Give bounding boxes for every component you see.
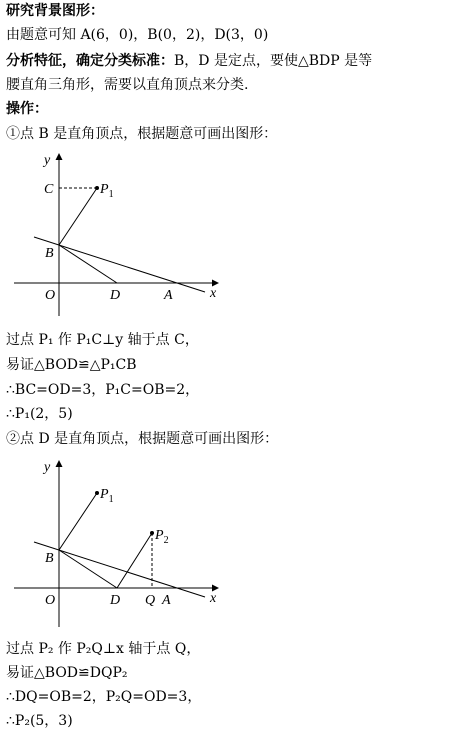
fig1-label-B: B <box>45 246 54 261</box>
fig2-segment-BP1 <box>59 493 97 550</box>
fig1-label-P-sub: 1 <box>108 189 114 200</box>
fig1-label-y: y <box>44 153 51 168</box>
fig1-label-D: D <box>110 288 121 303</box>
fig2-label-A: A <box>162 593 171 608</box>
fig2-segment-BD <box>59 550 117 588</box>
analysis-label: 分析特征，确定分类标准： <box>6 53 174 69</box>
case1-line-1: 过点 P₁ 作 P₁C⊥y 轴于点 C， <box>6 332 199 348</box>
case2-line-4: ∴P₂(5，3) <box>6 713 73 729</box>
figure-2 <box>0 455 240 635</box>
fig2-label-P1-sub: 1 <box>108 494 114 505</box>
case2-heading: ②点 D 是直角顶点，根据题意可画出图形： <box>6 431 279 447</box>
fig1-label-P-main: P <box>100 182 109 197</box>
fig1-segment-BP1 <box>59 188 97 245</box>
fig2-label-B: B <box>45 551 54 566</box>
case1-line-2: 易证△BOD≌△P₁CB <box>6 357 137 373</box>
fig2-y-arrow <box>56 460 63 467</box>
fig2-label-P2-main: P <box>155 528 164 543</box>
case1-line-4: ∴P₁(2，5) <box>6 406 73 422</box>
fig1-segment-BD <box>59 245 117 283</box>
fig2-label-P1-main: P <box>100 487 109 502</box>
figure-1 <box>0 148 240 323</box>
fig1-label-A: A <box>164 288 173 303</box>
case2-line-3: ∴DQ=OB=2，P₂Q=OD=3， <box>6 689 202 705</box>
fig2-label-D: D <box>110 593 121 608</box>
case2-line-1: 过点 P₂ 作 P₂Q⊥x 轴于点 Q， <box>6 641 201 657</box>
case1-heading: ①点 B 是直角顶点，根据题意可画出图形： <box>6 126 278 142</box>
fig1-label-O: O <box>45 288 56 303</box>
fig1-label-C: C <box>44 182 54 197</box>
fig2-label-P2 <box>154 528 169 546</box>
analysis-text-2: 腰直角三角形，需要以直角顶点来分类. <box>6 77 249 93</box>
fig2-label-x: x <box>210 591 217 606</box>
section-title: 研究背景图形： <box>6 3 104 19</box>
fig2-label-P2-sub: 2 <box>163 535 169 546</box>
fig2-label-Q: Q <box>145 593 156 608</box>
operation-label: 操作： <box>6 101 48 117</box>
given-points-text: 由题意可知 A(6，0)，B(0，2)，D(3，0) <box>6 27 269 43</box>
analysis-line <box>6 52 372 70</box>
analysis-text: B，D 是定点，要使△BDP 是等 <box>174 53 373 69</box>
fig2-point-P1 <box>95 491 99 495</box>
case2-line-2: 易证△BOD≌DQP₂ <box>6 665 128 681</box>
fig2-label-P1 <box>99 487 114 505</box>
fig1-label-P <box>99 182 114 200</box>
fig2-segment-DP2 <box>117 533 152 588</box>
fig1-y-arrow <box>56 153 63 160</box>
fig2-label-O: O <box>45 593 56 608</box>
fig1-label-x: x <box>210 286 217 301</box>
fig2-label-y: y <box>44 460 51 475</box>
case1-line-3: ∴BC=OD=3，P₁C=OB=2， <box>6 382 200 398</box>
fig2-point-P2 <box>150 531 154 535</box>
fig1-point-P1 <box>95 186 99 190</box>
